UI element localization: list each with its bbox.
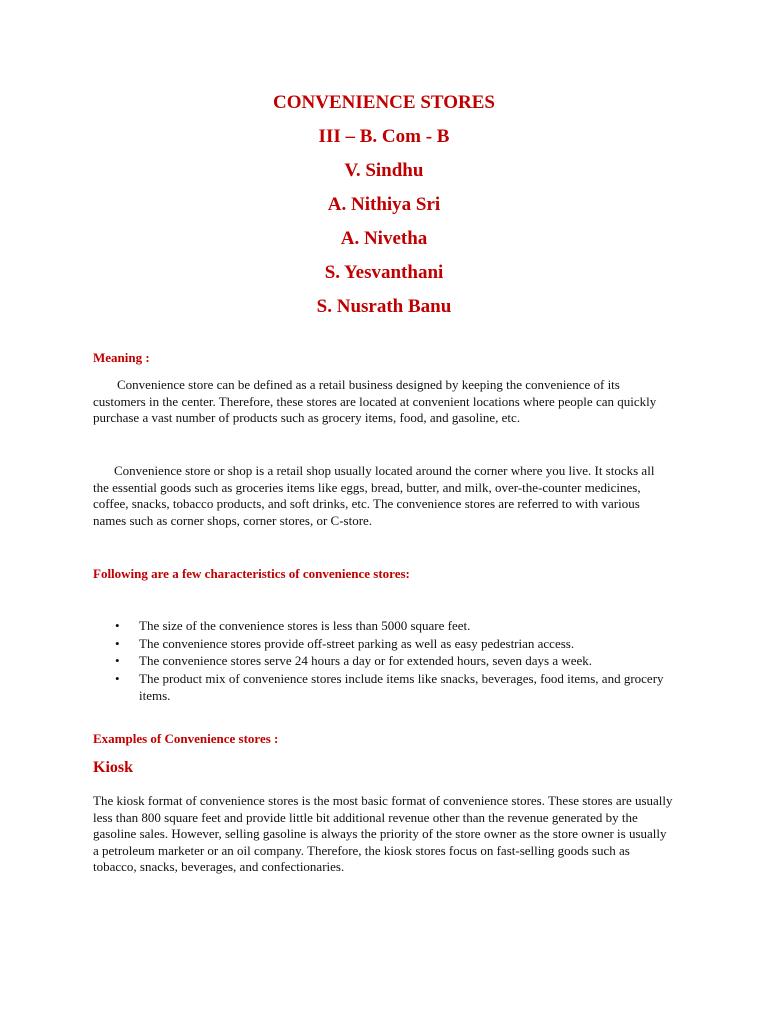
meaning-paragraph-1: Convenience store can be defined as a retail business designed by keeping the convenience of its customers in the center. Therefore, these stores are located at convenient locations where people can quickly purchase a vast number of products such as grocery items, food, and gasoline, etc. [93,377,657,425]
author-name: A. Nivetha [340,228,428,249]
bullet-icon: • [115,618,120,633]
examples-heading: Examples of Convenience stores : [93,731,279,746]
bullet-icon: • [115,653,120,668]
list-item: • The size of the convenience stores is less than 5000 square feet. [115,618,471,633]
kiosk-paragraph: The kiosk format of convenience stores is the most basic format of convenience stores. These stores are usually less than 800 square feet and provide little bit additional revenue other than the revenue generated by the gasoline sales. However, selling gasoline is always the priority of the store owner as the store owner is usually a petroleum marketer or an oil company. Therefore, the kiosk stores focus on fast-selling goods such as tobacco, snacks, beverages, and confectionaries. [93,793,673,874]
list-item: • The product mix of convenience stores include items like snacks, beverages, food items, and grocery items. [115,670,664,703]
title-block [0,86,768,324]
document-title: CONVENIENCE STORES [273,92,495,113]
author-name: A. Nithiya Sri [327,194,441,215]
list-item: • The convenience stores serve 24 hours a day or for extended hours, seven days a week. [115,653,593,668]
author-name: V. Sindhu [344,160,424,181]
author-name: S. Nusrath Banu [316,296,452,317]
list-item: • The convenience stores provide off-street parking as well as easy pedestrian access. [115,635,575,651]
class-name: III – B. Com - B [318,126,450,147]
characteristics-list [93,617,673,705]
bullet-icon: • [115,635,120,651]
meaning-paragraph-2: Convenience store or shop is a retail shop usually located around the corner where you live. It stocks all the essential goods such as groceries items like eggs, bread, butter, and milk, over-the-counter medicines, coffee, snacks, tobacco products, and soft drinks, etc. The convenience stores are referred to with various names such as corner shops, corner stores, or C-store. [93,463,655,528]
characteristics-heading: Following are a few characteristics of convenience stores: [93,566,410,581]
kiosk-heading: Kiosk [93,759,134,776]
bullet-icon: • [115,670,120,686]
author-name: S. Yesvanthani [324,262,444,283]
meaning-heading: Meaning : [93,350,150,365]
